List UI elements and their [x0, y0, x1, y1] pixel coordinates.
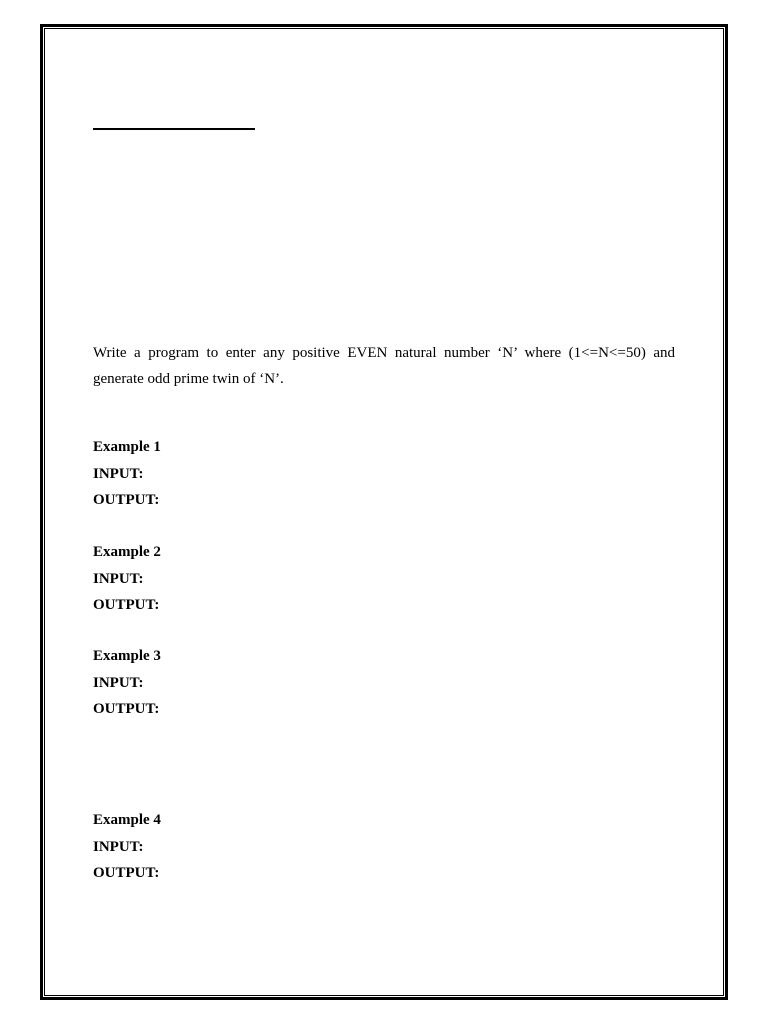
example-block-3: [93, 643, 393, 723]
input-label: INPUT:: [93, 570, 144, 587]
question-text: Write a program to enter any positive EVEN natural number ‘N’ where (1<=N<=50) and generate odd prime twin of ‘N’.: [93, 345, 675, 387]
example-heading: Example 3: [93, 648, 161, 664]
input-label: INPUT:: [93, 465, 144, 482]
example-heading: Example 2: [93, 544, 161, 560]
output-label: OUTPUT:: [93, 597, 160, 613]
example-block-4: [93, 807, 393, 887]
example-heading: Example 4: [93, 812, 161, 828]
title-underline: [93, 128, 255, 130]
output-label: OUTPUT:: [93, 492, 160, 508]
output-label: OUTPUT:: [93, 701, 160, 717]
output-label: OUTPUT:: [93, 865, 160, 881]
example-block-1: [93, 434, 393, 514]
input-label: INPUT:: [93, 674, 144, 691]
input-label: INPUT:: [93, 838, 144, 855]
example-block-2: [93, 539, 393, 619]
example-heading: Example 1: [93, 439, 161, 455]
